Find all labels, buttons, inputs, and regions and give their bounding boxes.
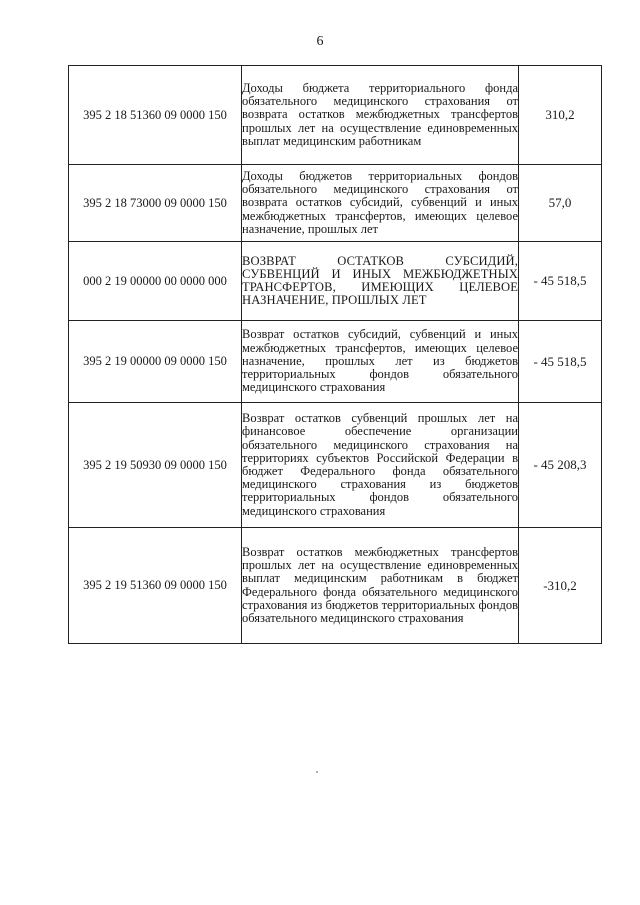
amount-cell: - 45 208,3 (519, 403, 602, 528)
table-row (69, 66, 602, 165)
budget-code-cell: 395 2 18 73000 09 0000 150 (69, 165, 242, 242)
amount-cell: - 45 518,5 (519, 242, 602, 321)
page-number: 6 (316, 34, 324, 49)
budget-code-cell: 000 2 19 00000 00 0000 000 (69, 242, 242, 321)
amount-cell: -310,2 (519, 528, 602, 644)
amount-cell: - 45 518,5 (519, 321, 602, 403)
table-row (69, 165, 602, 242)
table-row (69, 528, 602, 644)
table-row (69, 242, 602, 321)
amount-cell: 57,0 (519, 165, 602, 242)
budget-code-cell: 395 2 18 51360 09 0000 150 (69, 66, 242, 165)
description-cell: Возврат остатков субсидий, субвенций и иных межбюджетных трансфертов, имеющих целевое назначение, прошлых лет из бюджетов территориальных фондов обязательного медицинского страхования (242, 321, 519, 403)
budget-code-cell: 395 2 19 51360 09 0000 150 (69, 528, 242, 644)
scan-speck (316, 771, 318, 773)
budget-revenue-table (68, 65, 602, 644)
amount-cell: 310,2 (519, 66, 602, 165)
description-cell: ВОЗВРАТ ОСТАТКОВ СУБСИДИЙ, СУБВЕНЦИЙ И ИНЫХ МЕЖБЮДЖЕТНЫХ ТРАНСФЕРТОВ, ИМЕЮЩИХ ЦЕЛЕВОЕ НАЗНАЧЕНИЕ, ПРОШЛЫХ ЛЕТ (242, 242, 519, 321)
table-row (69, 321, 602, 403)
description-cell: Доходы бюджетов территориальных фондов обязательного медицинского страхования от возврата остатков субсидий, субвенций и иных межбюджетных трансфертов, имеющих целевое назначение, прошлых лет (242, 165, 519, 242)
description-cell: Доходы бюджета территориального фонда обязательного медицинского страхования от возврата остатков межбюджетных трансфертов прошлых лет на осуществление единовременных выплат медицинским работникам (242, 66, 519, 165)
budget-code-cell: 395 2 19 50930 09 0000 150 (69, 403, 242, 528)
description-cell: Возврат остатков субвенций прошлых лет на финансовое обеспечение организации обязательного медицинского страхования на территориях субъектов Российской Федерации в бюджет Федерального фонда обязательного медицинского страхования из бюджетов территориальных фондов обязательного медицинского страхования (242, 403, 519, 528)
budget-code-cell: 395 2 19 00000 09 0000 150 (69, 321, 242, 403)
description-cell: Возврат остатков межбюджетных трансфертов прошлых лет на осуществление единовременных выплат медицинским работникам в бюджет Федерального фонда обязательного медицинского страхования из бюджетов территориальных фондов обязательного медицинского страхования (242, 528, 519, 644)
table-row (69, 403, 602, 528)
